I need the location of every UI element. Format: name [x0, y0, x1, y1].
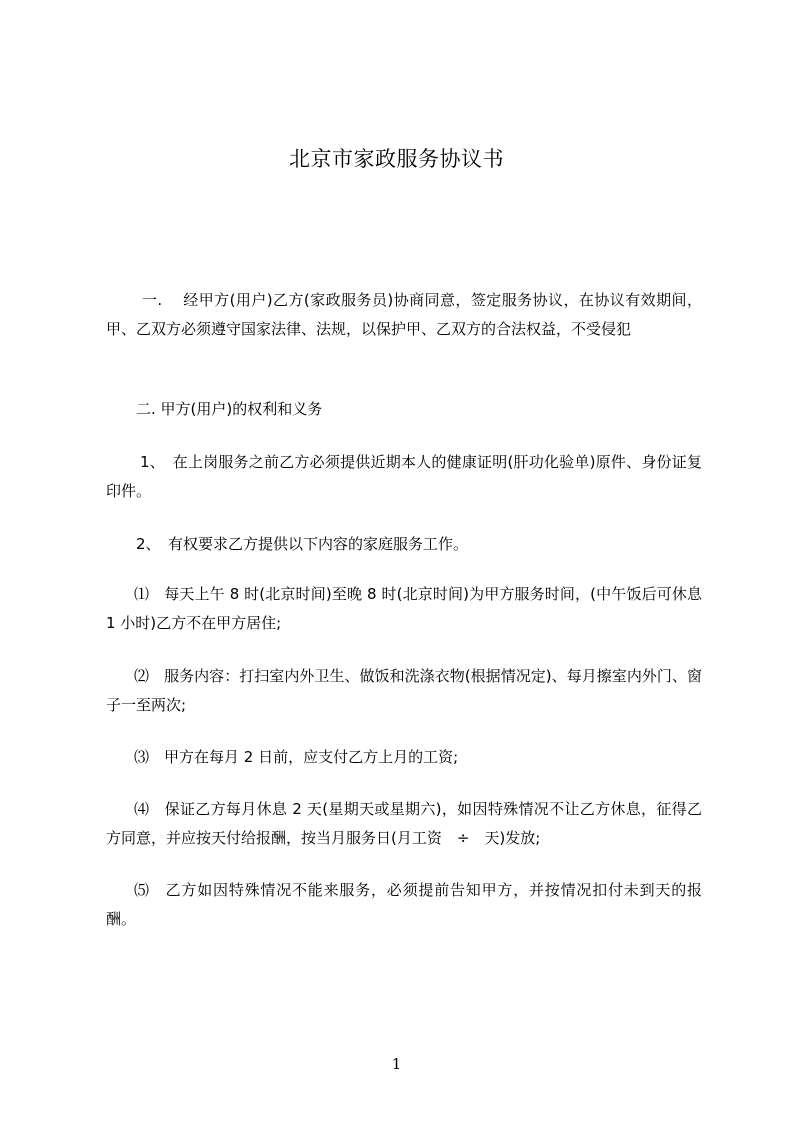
document-title: 北京市家政服务协议书: [289, 147, 504, 171]
intro-paragraph: 一. 经甲方(用户)乙方(家政服务员)协商同意，签定服务协议，在协议有效期间，甲、乙双方必须遵守国家法律、法规，以保护甲、乙双方的合法权益，不受侵犯: [106, 291, 702, 338]
sub-clause-3: ⑶ 甲方在每月 2 日前，应支付乙方上月的工资;: [134, 748, 459, 766]
section-two-heading: 二. 甲方(用户)的权利和义务: [136, 400, 323, 418]
sub-clause-1: ⑴ 每天上午 8 时(北京时间)至晚 8 时(北京时间)为甲方服务时间，(中午饭后可休息 1 小时)乙方不在甲方居住;: [106, 585, 702, 632]
clause-item-2: 2、 有权要求乙方提供以下内容的家庭服务工作。: [136, 535, 469, 553]
clause-item-1: 1、 在上岗服务之前乙方必须提供近期本人的健康证明(肝功化验单)原件、身份证复印件。: [106, 453, 702, 500]
sub-clause-4: ⑷ 保证乙方每月休息 2 天(星期天或星期六)，如因特殊情况不让乙方休息，征得乙方同意，并应按天付给报酬，按当月服务日(月工资 ÷ 天)发放;: [106, 800, 702, 847]
sub-clause-2: ⑵ 服务内容：打扫室内外卫生、做饭和洗涤衣物(根据情况定)、每月擦室内外门、窗子一至两次;: [106, 667, 702, 714]
page-number: 1: [391, 1055, 402, 1073]
sub-clause-5: ⑸ 乙方如因特殊情况不能来服务，必须提前告知甲方，并按情况扣付未到天的报酬。: [106, 881, 702, 928]
